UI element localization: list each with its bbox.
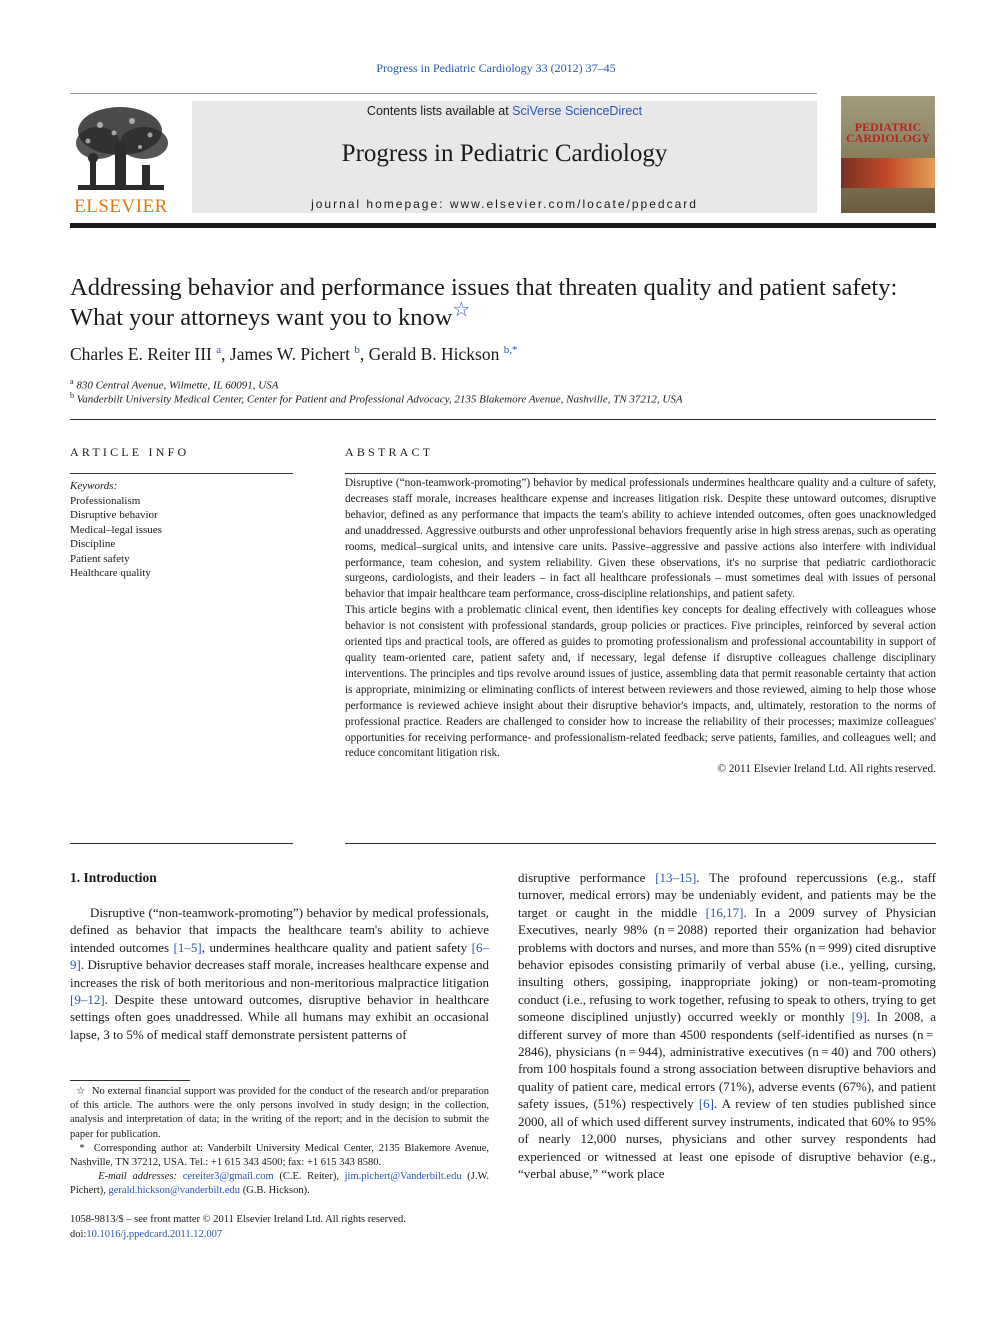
section-heading: 1. Introduction xyxy=(70,870,157,885)
cover-image-band xyxy=(841,158,935,188)
cover-title xyxy=(841,122,935,144)
body-text: . A review of ten studies published since 2000, all of which used different survey instruments, indicated that 60% to 95% of nearly 12,000 nurses, physicians and other survey respondents had experienced or witnessed at least one episode of disruptive behavior (e.g., “verbal abuse,” “work place xyxy=(518,1096,936,1181)
title-footnote-star[interactable]: ☆ xyxy=(452,298,471,321)
doi-line xyxy=(70,1228,406,1243)
contents-prefix: Contents lists available at xyxy=(366,104,513,118)
citation-link[interactable]: [6–9] xyxy=(70,939,489,973)
footer xyxy=(70,1213,406,1243)
body-text: disruptive performance xyxy=(518,870,656,885)
issn-line: 1058-9813/$ – see front matter © 2011 Elsevier Ireland Ltd. All rights reserved. xyxy=(70,1214,406,1225)
divider xyxy=(70,419,936,420)
keyword: Discipline xyxy=(70,538,116,551)
body-column-right xyxy=(518,869,936,1182)
article-info-heading: ARTICLE INFO xyxy=(70,445,190,459)
citation-link[interactable]: [9–12] xyxy=(70,992,105,1008)
footnote xyxy=(70,1085,489,1142)
affiliation-text: Vanderbilt University Medical Center, Center for Patient and Professional Advocacy, 2135 Blakemore Avenue, Nashville, TN 37212, USA xyxy=(76,393,683,406)
email-label: E-mail addresses: xyxy=(98,1171,178,1183)
citation-link[interactable]: [6] xyxy=(698,1096,714,1112)
footnote xyxy=(70,1142,489,1170)
keywords-list xyxy=(70,494,162,580)
author-name: James W. Pichert xyxy=(229,344,350,364)
cover-title-line-1: PEDIATRIC xyxy=(854,120,922,134)
affiliation-marker: b xyxy=(70,391,74,400)
contents-line xyxy=(192,104,817,118)
keyword: Professionalism xyxy=(70,495,141,507)
cover-title-line-2: CARDIOLOGY xyxy=(845,131,930,145)
corresponding-marker: * xyxy=(79,1142,85,1154)
keyword: Patient safety xyxy=(70,552,130,565)
citation-link[interactable]: [16,17] xyxy=(705,904,744,920)
affiliation xyxy=(70,377,950,392)
body-paragraph xyxy=(518,869,936,1182)
masthead-bottom-rule xyxy=(70,223,936,228)
doi-link[interactable]: 10.1016/j.ppedcard.2011.12.007 xyxy=(86,1228,223,1240)
body-text: Disruptive (“non-teamwork-promoting”) behavior by medical professionals, defined as behavior that impacts the healthcare team's ability to achieve intended outcomes xyxy=(70,905,489,955)
keywords-label: Keywords: xyxy=(70,480,118,492)
footnote-text: No external financial support was provided for the conduct of the research and/or preparation of this article. The authors were the only persons involved in study design; in the collection, analysis and interpretation of data; in the writing of the report; and in the decision to submit the paper for publication. xyxy=(70,1086,490,1140)
abstract-heading: ABSTRACT xyxy=(345,445,434,459)
journal-cover-thumbnail[interactable] xyxy=(841,96,935,213)
body-text: . In 2008, a different survey of more than 4500 respondents (self-identified as nurses (n = 2846), physicians (n = 944), administrative executives (n = 40) and 700 others) from 100 hospitals found a strong association between disruptive behaviors and quality of patient care, medical errors (71%), adverse events (67%), and patient safety issues, (51%) respectively xyxy=(518,1009,936,1112)
divider xyxy=(345,473,936,474)
body-text: . The profound repercussions (e.g., staff turnover, medical errors) may be undeniably evident, and patients may be the target or caught in the middle xyxy=(518,870,936,920)
affiliation xyxy=(70,391,950,406)
body-paragraph xyxy=(70,904,489,1043)
author-separator: , xyxy=(221,344,230,364)
citation-link[interactable]: [9] xyxy=(851,1009,867,1025)
body-column-left xyxy=(70,904,489,1043)
author-affiliation-marker[interactable]: a xyxy=(216,344,222,357)
doi-label: doi: xyxy=(70,1228,87,1240)
abstract-paragraph: This article begins with a problematic clinical event, then identifies key concepts for dealing effectively with colleagues whose behavior is not consistent with professional standards, group policies or practices. Five principles, reinforced by several action oriented tips and practical tools, are offered as guides to promoting professionalism and professional accountability in support of quality team-oriented care, patient safety and, if necessary, legal defense if disruptive colleagues challenge disciplinary interventions. The principles and tips revolve around issues of justice, assembling data that permit reasonable certainty that action is appropriate, minimizing or eliminating conflicts of interest between reviewers and those reviewed, aiming to help those whose performance is reviewed achieve insight about their disruptive behavior's impacts, and, ultimately, restoration to the norms of professional practice. Readers are challenged to consider how to increase the reliability of their processes; maximize colleagues' opportunities for receiving performance- and professionalism-related feedback; serve patients, families, and colleagues well; and reduce concomitant litigation risk. xyxy=(345,604,936,760)
masthead-top-rule xyxy=(70,93,817,94)
affiliation-text: 830 Central Avenue, Wilmette, IL 60091, USA xyxy=(76,379,279,392)
body-text: . Disruptive behavior decreases staff morale, increases healthcare expense and increases the risk of both meritorious and non-meritorious malpractice litigation xyxy=(70,957,489,990)
author-separator: , xyxy=(359,344,369,364)
sciencedirect-link[interactable]: SciVerse ScienceDirect xyxy=(512,104,643,118)
keyword: Healthcare quality xyxy=(70,567,151,580)
article-title-text: Addressing behavior and performance issues that threaten quality and patient safety: What your attorneys want you to know xyxy=(70,274,898,331)
journal-homepage-link[interactable]: journal homepage: www.elsevier.com/locate/ppedcard xyxy=(311,197,698,211)
footnote-star: ☆ xyxy=(76,1086,86,1097)
divider xyxy=(345,843,936,844)
abstract-paragraph: Disruptive (“non-teamwork-promoting”) behavior by medical professionals undermines healthcare quality and a culture of safety, decreases staff morale, increases healthcare expense and increases litigation risk. Despite these untoward outcomes, disruptive behavior, defined as any performance that impacts the team's ability to achieve intended outcomes, often goes unacknowledged and unaddressed. Aggressive outbursts and other unprofessional behaviors frequently arise in high stress arenas, such as operating rooms, medical–surgical units, and intensive care units. Passive–aggressive and passive actions also interfere with individual performance, team cohesion, and system reliability. Given these observations, it's no surprise that pediatric cardiothoracic surgeons, cardiologists, and their leaders – in fact all healthcare professionals – must sometimes deal with issues of personal behavior that impair healthcare team performance, cross-discipline relationships, and patient safety. xyxy=(345,477,936,601)
article-title xyxy=(70,273,950,333)
author-list xyxy=(70,344,950,365)
body-text: . In a 2009 survey of Physician Executives, nearly 98% (n = 2088) reported their organization had behavior problems with doctors and nurses, and more than 55% (n = 999) cited disruptive behavior episodes consisting primarily of verbal abuse (i.e., yelling, cursing, insulting others, gossiping, inappropriate joking) or non-team-promoting conduct (i.e., refusing to work together, refusing to speak to others, trying to get someone disciplined unjustly) occurred weekly or monthly xyxy=(518,904,936,1025)
journal-reference-link[interactable]: Progress in Pediatric Cardiology 33 (2012) 37–45 xyxy=(376,61,616,75)
footnote xyxy=(70,1170,489,1198)
author-name: Charles E. Reiter III xyxy=(70,344,212,364)
citation-link[interactable]: [13–15] xyxy=(655,870,697,885)
divider xyxy=(70,843,293,844)
email-link[interactable]: gerald.hickson@vanderbilt.edu xyxy=(108,1185,241,1197)
abstract-body xyxy=(345,476,936,778)
publisher-name: ELSEVIER xyxy=(74,196,168,217)
author-affiliation-marker[interactable]: b,* xyxy=(503,344,518,357)
journal-title: Progress in Pediatric Cardiology xyxy=(341,140,668,167)
author-name: Gerald B. Hickson xyxy=(368,344,500,364)
email-link[interactable]: jim.pichert@Vanderbilt.edu xyxy=(344,1171,462,1183)
body-text: , undermines healthcare quality and patient safety xyxy=(201,939,472,955)
footnotes xyxy=(70,1085,489,1199)
email-owner: (G.B. Hickson). xyxy=(240,1185,310,1197)
copyright-notice: © 2011 Elsevier Ireland Ltd. All rights reserved. xyxy=(717,763,936,776)
email-link[interactable]: cereiter3@gmail.com xyxy=(182,1171,274,1183)
citation-link[interactable]: [1–5] xyxy=(173,939,202,955)
email-owner: (C.E. Reiter), xyxy=(273,1171,345,1183)
body-text: . Despite these untoward outcomes, disruptive behavior in healthcare settings often goes unaddressed. While all humans may exhibit an occasional lapse, 3 to 5% of medical staff demonstrate persistent patterns of xyxy=(70,992,489,1042)
footnote-rule xyxy=(70,1080,190,1081)
email-owner: (J.W. Pichert), xyxy=(70,1171,490,1197)
keyword: Disruptive behavior xyxy=(70,509,158,522)
affiliation-marker: a xyxy=(70,377,74,386)
keyword: Medical–legal issues xyxy=(70,523,162,536)
author-affiliation-marker[interactable]: b xyxy=(354,344,360,357)
footnote-text: Corresponding author at: Vanderbilt University Medical Center, 2135 Blakemore Avenue, Nashville, TN 37212, USA. Tel.: +1 615 343 4500; fax: +1 615 343 8580. xyxy=(70,1142,490,1169)
divider xyxy=(70,473,293,474)
